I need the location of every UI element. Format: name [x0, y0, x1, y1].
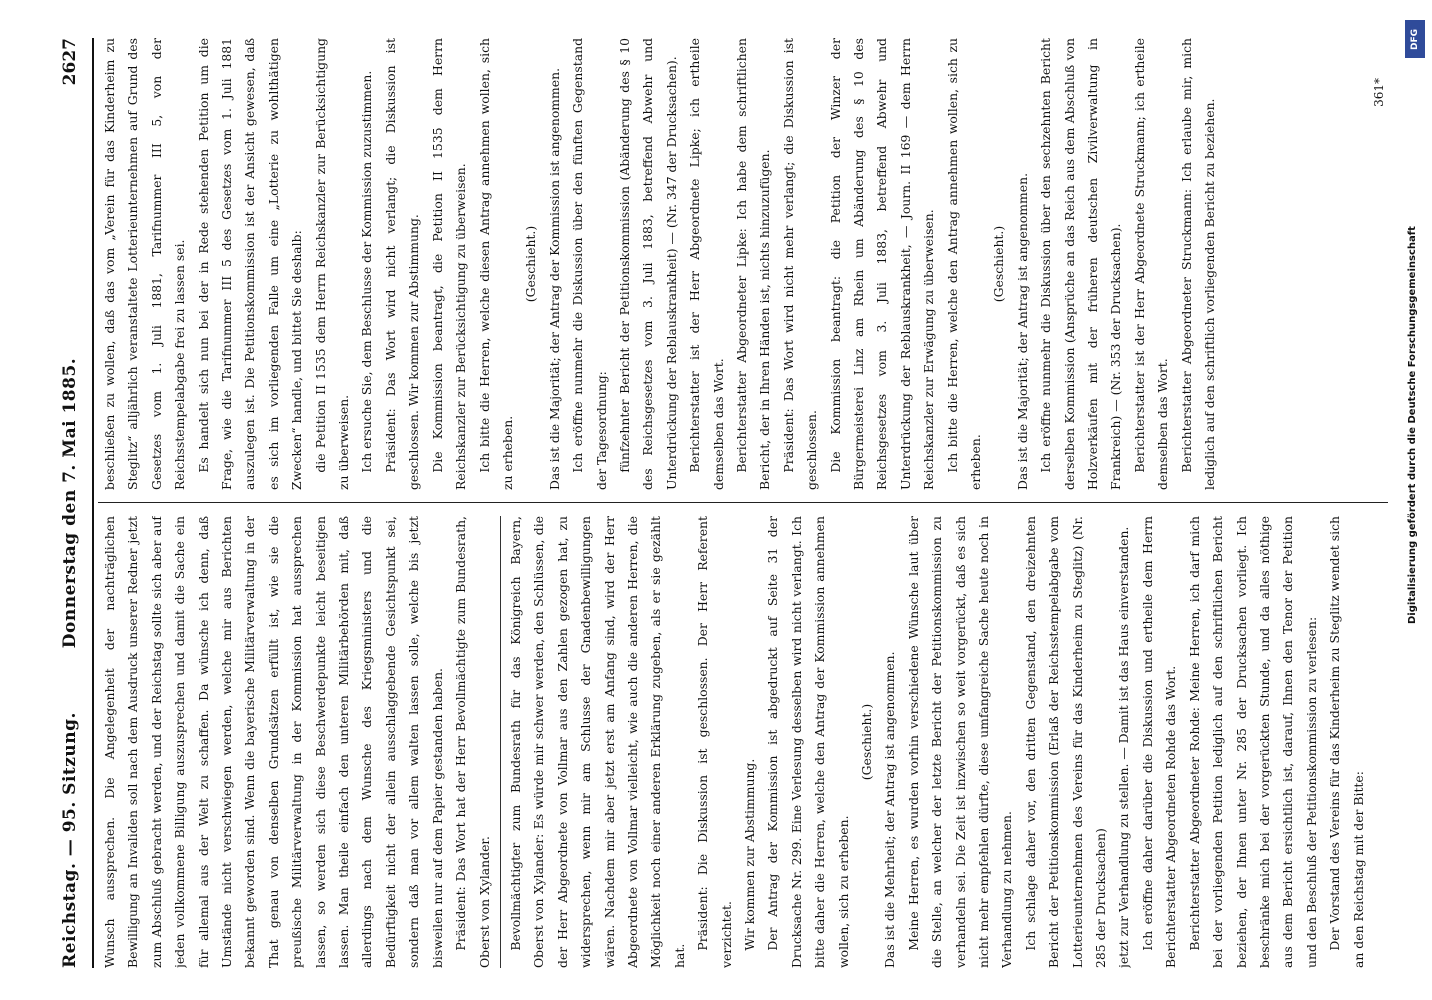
section-rule [500, 516, 501, 968]
paragraph: Das ist die Mehrheit; der Antrag ist angenommen. [882, 651, 898, 968]
dfg-logo: DFG [1405, 20, 1425, 58]
paragraph: Der Vorstand des Vereins für das Kinderheim zu Steglitz wendet sich an den Reichstag mit der Bitte: [1327, 516, 1366, 968]
paragraph: Bevollmächtigter zum Bundesrath für das Königreich Bayern, Oberst von Xylander: Es würde mir schwer werden, den Schlüssen, die der Herr Abgeordnete von Vollmar aus den Zahlen gezogen hat, zu widersprechen, wenn mir am Schlusse der Gnadenbewilligungen wären. Nachdem mir aber jetzt erst am Anfang sind, wird der Herr Abgeordnete von Vollmar vielleicht, wie auch die anderen Herren, die Möglichkeit noch einer anderen Erklärung zugeben, als er sie gezählt hat. [507, 516, 687, 968]
paragraph: Wunsch aussprechen. Die Angelegenheit der nachträglichen Bewilligung an Invaliden soll nach dem Ausdruck unserer Redner jetzt zum Abschluß gebracht werden, und der Reichstag sollte sich aber auf jeden vollkommene Billigung auszusprechen und damit die Sache ein für allemal aus der Welt zu schaffen. Da wünsche ich denn, daß Umstände nicht verschwiegen werden, welche mir aus Berichten bekannt geworden sind. Wenn die bayerische Militärverwaltung in der That genau von denselben Grundsätzen erfüllt ist, wie sie die preußische Militärverwaltung in der Kommission hat aussprechen lassen, so werden sich diese Beschwerdepunkte leicht beseitigen lassen. Man theile einfach den unteren Militärbehörden mit, daß allerdings nach dem Wunsche des Kriegsministers und die Bedürftigkeit nicht der allein ausschlaggebende Gesichtspunkt sei, sondern daß man vor allem walten lassen solle, welche bis jetzt bisweilen nur auf dem Papier gestanden haben. [102, 516, 445, 968]
page-number: 2627 [60, 38, 80, 86]
paragraph: Meine Herren, es wurden vorhin verschiedene Wünsche laut über die Stelle, an welcher der letzte Bericht der Petitionskommission zu verhandeln sei. Die Zeit ist inzwischen so weit vorgerückt, daß es sich nicht mehr empfehlen dürfte, diese umfangreiche Sache heute noch in Verhandlung zu nehmen. [905, 516, 1015, 968]
paragraph: beschließen zu wollen, daß das vom „Verein für das Kinderheim zu Steglitz“ alljährlich veranstaltete Lotterieunternehmen auf Grund des Gesetzes vom 1. Juli 1881, Tarifnummer III 5, von der Reichsstempelabgabe frei zu lassen sei. [102, 38, 188, 490]
paragraph: Berichterstatter Abgeordneter Lipke: Ich habe dem schriftlichen Bericht, der in Ihren Händen ist, nichts hinzuzufügen. [733, 38, 773, 490]
paragraph: Ich ersuche Sie, dem Beschlusse der Kommission zuzustimmen. [359, 70, 375, 473]
paragraph: Berichterstatter ist der Herr Abgeordnete Lipke; ich ertheile demselben das Wort. [687, 38, 726, 490]
paragraph: Berichterstatter ist der Herr Abgeordnete Struckmann; ich ertheile demselben das Wort. [1131, 38, 1171, 490]
right-column [98, 38, 1388, 490]
paragraph: Wir kommen zur Abstimmung. [741, 758, 757, 951]
paragraph: (Geschieht.) [859, 703, 874, 781]
paragraph: Das ist die Majorität; der Antrag der Kommission ist angenommen. [546, 67, 562, 490]
paragraph: Die Kommission beantragt: die Petition der Winzer der Bürgermeisterei Linz am Rhein um Abänderung des § 10 des Reichsgesetzes vom 3. Juli 1883, betreffend Abwehr und Unterdrückung der Reblauskrankheit, — Journ. II 169 — dem Herrn Reichskanzler zur Erwägung zu überweisen. [827, 38, 937, 490]
paragraph: (Geschieht.) [991, 225, 1007, 303]
paragraph: Der Antrag der Kommission ist abgedruckt auf Seite 31 der Drucksache Nr. 299. Eine Verlesung desselben wird nicht verlangt. Ich bitte daher die Herren, welche den Antrag der Kommission annehmen wollen, sich zu erheben. [765, 516, 851, 968]
text-columns [98, 38, 1388, 968]
paragraph: Präsident: Das Wort hat der Herr Bevollmächtigte zum Bundesrath, Oberst von Xylander. [453, 516, 492, 968]
paragraph: Die Kommission beantragt, die Petition II 1535 dem Herrn Reichskanzler zur Berücksichtigung zu überweisen. [429, 38, 469, 490]
header-session: Reichstag. — 95. Sitzung. [60, 712, 80, 968]
paragraph: Ich eröffne nunmehr die Diskussion über den fünften Gegenstand der Tagesordnung: [570, 38, 609, 490]
paragraph: Ich bitte die Herren, welche diesen Antrag annehmen wollen, sich zu erheben. [476, 38, 515, 490]
paragraph: Präsident: Das Wort wird nicht mehr verlangt; die Diskussion ist geschlossen. [780, 38, 820, 490]
paragraph: Ich eröffne daher darüber die Diskussion und ertheile dem Herrn Berichterstatter Abgeordneten Rohde das Wort. [1139, 516, 1179, 968]
paragraph: Präsident: Das Wort wird nicht verlangt; die Diskussion ist geschlossen. Wir kommen zur Abstimmung. [382, 38, 422, 490]
signature-number: 361* [1372, 78, 1386, 107]
paragraph: fünfzehnter Bericht der Petitionskommission (Abänderung des § 10 des Reichsgesetzes vom 3. Juli 1883, betreffend Abwehr und Unterdrückung der Reblauskrankheit) — (Nr. 347 der Drucksachen). [616, 38, 679, 490]
paragraph: jetzt zur Verhandlung zu stellen. — Damit ist das Haus einverstanden. [1116, 526, 1132, 968]
header-date: Donnerstag den 7. Mai 1885. [60, 357, 80, 649]
paragraph: Berichterstatter Abgeordneter Struckmann: Ich erlaube mir, mich lediglich auf den schriftlich vorliegenden Bericht zu beziehen. [1178, 38, 1218, 490]
paragraph: die Petition II 1535 dem Herrn Reichskanzler zur Berücksichtigung zu überweisen. [312, 38, 352, 490]
paragraph: Präsident: Die Diskussion ist geschlossen. Der Herr Referent verzichtet. [695, 516, 734, 968]
paragraph: (Geschieht.) [523, 225, 539, 303]
paragraph: Ich eröffne nunmehr die Diskussion über den sechzehnten Bericht derselben Kommission (Ansprüche an das Reich aus dem Abschluß von Holzverkäufen mit der früheren deutschen Zivilverwaltung in Frankreich) — (Nr. 353 der Drucksachen). [1038, 38, 1124, 490]
column-divider [98, 502, 1388, 503]
paragraph: Ich bitte die Herren, welche den Antrag annehmen wollen, sich zu erheben. [944, 38, 984, 490]
paragraph: Es handelt sich nun bei der in Rede stehenden Petition um die Frage, wie die Tarifnummer III 5 des Gesetzes vom 1. Juli 1881 auszulegen ist. Die Petitionskommission ist der Ansicht gewesen, daß es sich im vorliegenden Falle um eine „Lotterie zu wohlthätigen Zwecken“ handle, und bittet Sie deshalb: [195, 38, 305, 490]
paragraph: Ich schlage daher vor, den dritten Gegenstand, den dreizehnten Bericht der Petitionskommission (Erlaß der Reichsstempelabgabe vom Lotterieunternehmen des Vereins für das Kinderheim zu Steglitz) (Nr. 285 der Drucksachen) [1022, 516, 1109, 968]
document-page [52, 38, 1392, 968]
digitization-sidebar [1404, 12, 1428, 988]
paragraph: Berichterstatter Abgeordneter Rohde: Meine Herren, ich darf mich bei der vorliegenden Petition lediglich auf den schriftlichen Bericht beziehen, der Ihnen unter Nr. 285 der Drucksachen vorliegt. Ich beschränke mich bei der vorgerückten Stunde, und da alles nöthige aus dem Bericht ersichtlich ist, darauf, Ihnen den Tenor der Petition und den Beschluß der Petitionskommission zu verlesen: [1186, 516, 1319, 968]
left-column [98, 516, 1388, 968]
paragraph: Das ist die Majorität; der Antrag ist angenommen. [1014, 172, 1030, 490]
funding-credit: Digitalisierung gefördert durch die Deutsche Forschungsgemeinschaft [1407, 226, 1418, 624]
page-header [52, 38, 94, 968]
